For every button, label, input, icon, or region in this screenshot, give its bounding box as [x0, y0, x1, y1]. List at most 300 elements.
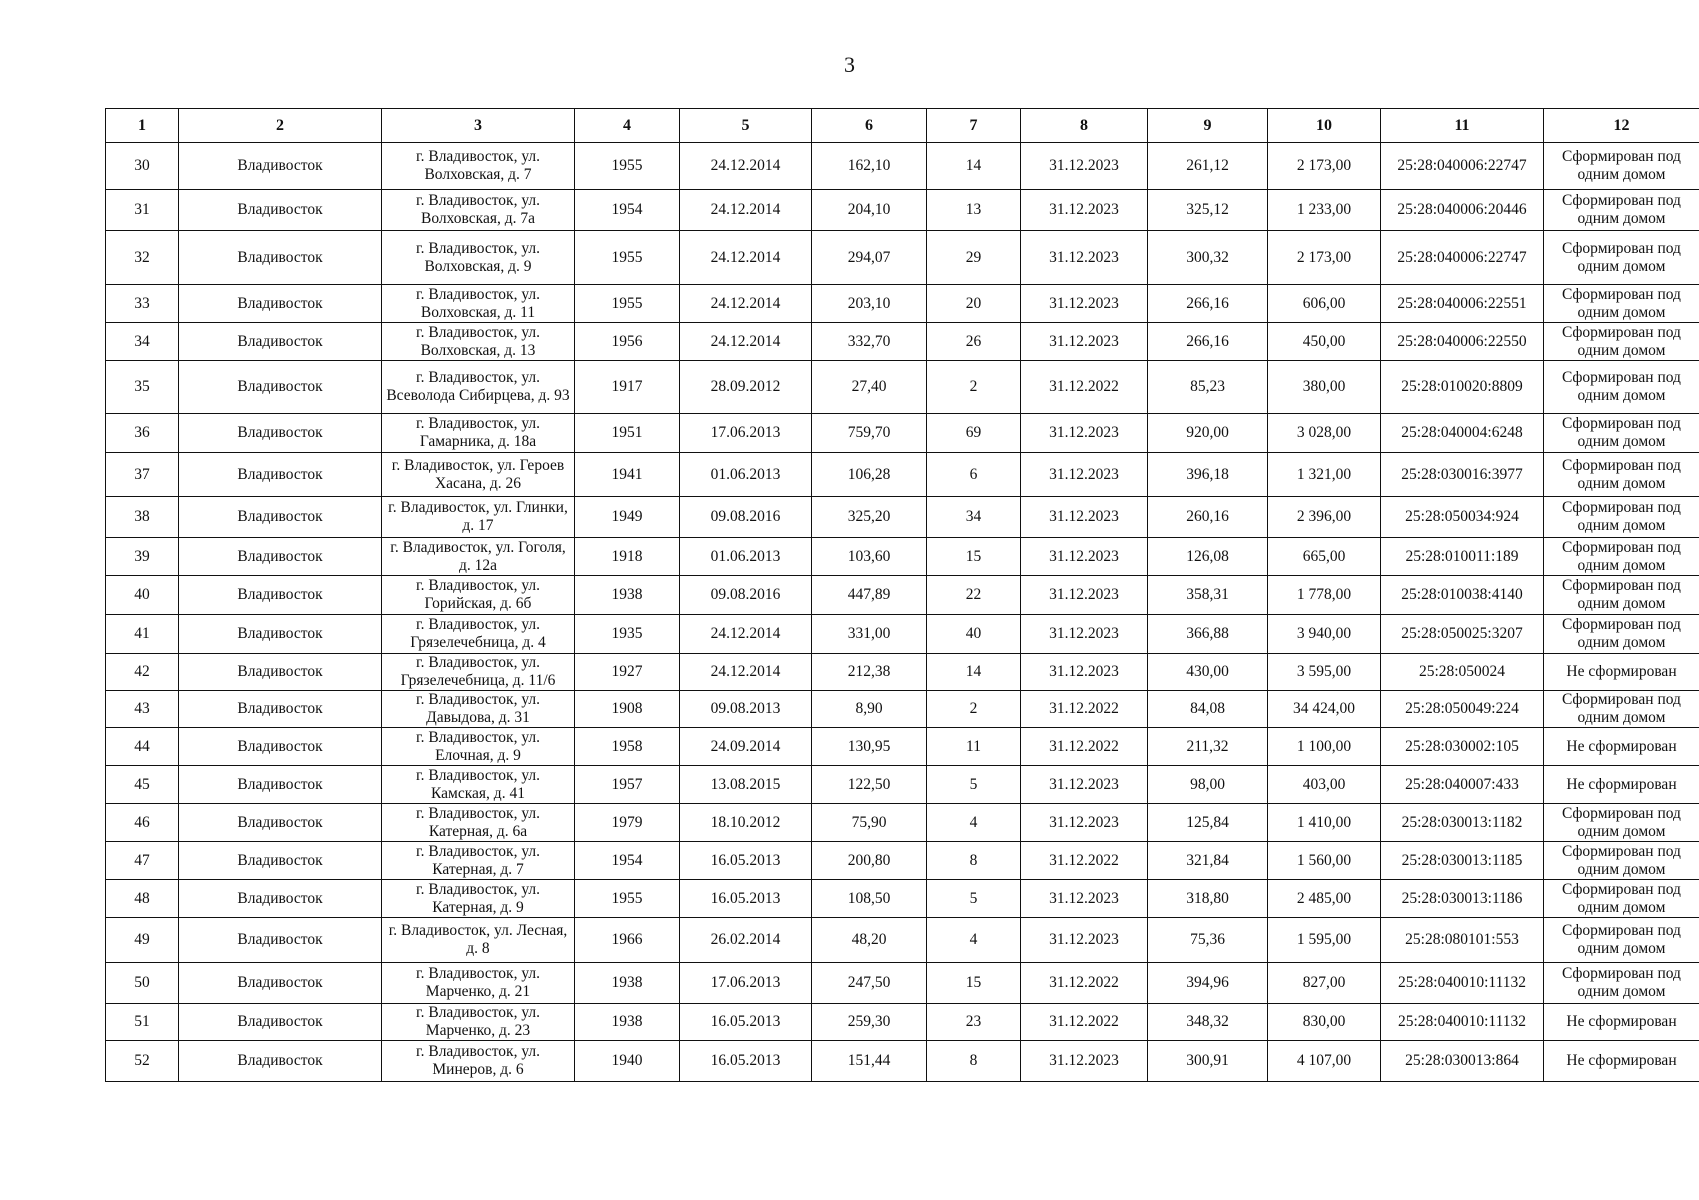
row-number-cell: 44 [106, 728, 179, 766]
area-cell: 325,20 [812, 497, 927, 538]
residents-count-cell: 15 [927, 538, 1021, 576]
land-status-cell: Не сформирован [1544, 728, 1699, 766]
city-cell: Владивосток [179, 361, 382, 414]
residents-count-cell: 14 [927, 654, 1021, 691]
city-cell: Владивосток [179, 538, 382, 576]
table-row [106, 615, 1699, 654]
value-cell: 75,36 [1148, 918, 1268, 963]
year-built-cell: 1979 [575, 804, 680, 842]
deadline-cell: 31.12.2022 [1021, 728, 1148, 766]
date-cell: 24.09.2014 [680, 728, 812, 766]
city-cell: Владивосток [179, 231, 382, 285]
table-row [106, 497, 1699, 538]
address-cell: г. Владивосток, ул. Грязелечебница, д. 4 [382, 615, 575, 654]
deadline-cell: 31.12.2023 [1021, 615, 1148, 654]
year-built-cell: 1938 [575, 963, 680, 1004]
value-cell: 300,32 [1148, 231, 1268, 285]
year-built-cell: 1955 [575, 285, 680, 323]
value-cell: 125,84 [1148, 804, 1268, 842]
value-cell: 321,84 [1148, 842, 1268, 880]
land-area-cell: 1 233,00 [1268, 190, 1381, 231]
date-cell: 24.12.2014 [680, 143, 812, 190]
land-area-cell: 34 424,00 [1268, 691, 1381, 728]
table-row [106, 361, 1699, 414]
cadastral-number-cell: 25:28:030013:1182 [1381, 804, 1544, 842]
row-number-cell: 31 [106, 190, 179, 231]
row-number-cell: 37 [106, 453, 179, 497]
date-cell: 13.08.2015 [680, 766, 812, 804]
value-cell: 84,08 [1148, 691, 1268, 728]
date-cell: 24.12.2014 [680, 285, 812, 323]
year-built-cell: 1957 [575, 766, 680, 804]
deadline-cell: 31.12.2023 [1021, 880, 1148, 918]
residents-count-cell: 2 [927, 691, 1021, 728]
page-number: 3 [844, 52, 855, 77]
city-cell: Владивосток [179, 842, 382, 880]
city-cell: Владивосток [179, 691, 382, 728]
city-cell: Владивосток [179, 143, 382, 190]
area-cell: 447,89 [812, 576, 927, 615]
table-row [106, 285, 1699, 323]
row-number-cell: 49 [106, 918, 179, 963]
row-number-cell: 38 [106, 497, 179, 538]
cadastral-number-cell: 25:28:040006:22747 [1381, 143, 1544, 190]
date-cell: 18.10.2012 [680, 804, 812, 842]
year-built-cell: 1917 [575, 361, 680, 414]
date-cell: 09.08.2016 [680, 497, 812, 538]
land-area-cell: 2 485,00 [1268, 880, 1381, 918]
deadline-cell: 31.12.2023 [1021, 1041, 1148, 1082]
city-cell: Владивосток [179, 190, 382, 231]
cadastral-number-cell: 25:28:010011:189 [1381, 538, 1544, 576]
deadline-cell: 31.12.2023 [1021, 453, 1148, 497]
table-row [106, 576, 1699, 615]
table-body [106, 143, 1699, 1082]
land-area-cell: 3 940,00 [1268, 615, 1381, 654]
deadline-cell: 31.12.2022 [1021, 1004, 1148, 1041]
land-status-cell: Сформирован под одним домом [1544, 361, 1699, 414]
address-cell: г. Владивосток, ул. Марченко, д. 23 [382, 1004, 575, 1041]
land-area-cell: 403,00 [1268, 766, 1381, 804]
residents-count-cell: 29 [927, 231, 1021, 285]
residents-count-cell: 11 [927, 728, 1021, 766]
deadline-cell: 31.12.2023 [1021, 918, 1148, 963]
city-cell: Владивосток [179, 576, 382, 615]
cadastral-number-cell: 25:28:050049:224 [1381, 691, 1544, 728]
land-status-cell: Сформирован под одним домом [1544, 615, 1699, 654]
city-cell: Владивосток [179, 918, 382, 963]
year-built-cell: 1955 [575, 880, 680, 918]
residents-count-cell: 14 [927, 143, 1021, 190]
date-cell: 16.05.2013 [680, 880, 812, 918]
residents-count-cell: 34 [927, 497, 1021, 538]
residents-count-cell: 15 [927, 963, 1021, 1004]
date-cell: 26.02.2014 [680, 918, 812, 963]
city-cell: Владивосток [179, 497, 382, 538]
deadline-cell: 31.12.2023 [1021, 766, 1148, 804]
city-cell: Владивосток [179, 804, 382, 842]
cadastral-number-cell: 25:28:040007:433 [1381, 766, 1544, 804]
land-status-cell: Сформирован под одним домом [1544, 538, 1699, 576]
land-status-cell: Сформирован под одним домом [1544, 143, 1699, 190]
year-built-cell: 1955 [575, 231, 680, 285]
date-cell: 17.06.2013 [680, 414, 812, 453]
value-cell: 260,16 [1148, 497, 1268, 538]
city-cell: Владивосток [179, 963, 382, 1004]
date-cell: 28.09.2012 [680, 361, 812, 414]
date-cell: 24.12.2014 [680, 323, 812, 361]
column-header: 2 [179, 109, 382, 143]
value-cell: 98,00 [1148, 766, 1268, 804]
land-area-cell: 606,00 [1268, 285, 1381, 323]
deadline-cell: 31.12.2023 [1021, 576, 1148, 615]
cadastral-number-cell: 25:28:040006:20446 [1381, 190, 1544, 231]
address-cell: г. Владивосток, ул. Грязелечебница, д. 11/6 [382, 654, 575, 691]
year-built-cell: 1966 [575, 918, 680, 963]
header-row [106, 109, 1699, 143]
column-header: 7 [927, 109, 1021, 143]
value-cell: 126,08 [1148, 538, 1268, 576]
value-cell: 920,00 [1148, 414, 1268, 453]
land-area-cell: 1 321,00 [1268, 453, 1381, 497]
column-header: 9 [1148, 109, 1268, 143]
table-row [106, 323, 1699, 361]
land-area-cell: 380,00 [1268, 361, 1381, 414]
column-header: 10 [1268, 109, 1381, 143]
date-cell: 24.12.2014 [680, 615, 812, 654]
land-status-cell: Сформирован под одним домом [1544, 190, 1699, 231]
column-header: 5 [680, 109, 812, 143]
address-cell: г. Владивосток, ул. Камская, д. 41 [382, 766, 575, 804]
cadastral-number-cell: 25:28:030013:1185 [1381, 842, 1544, 880]
cadastral-number-cell: 25:28:040006:22550 [1381, 323, 1544, 361]
land-status-cell: Сформирован под одним домом [1544, 804, 1699, 842]
area-cell: 759,70 [812, 414, 927, 453]
area-cell: 8,90 [812, 691, 927, 728]
value-cell: 366,88 [1148, 615, 1268, 654]
area-cell: 130,95 [812, 728, 927, 766]
date-cell: 24.12.2014 [680, 231, 812, 285]
residents-count-cell: 13 [927, 190, 1021, 231]
city-cell: Владивосток [179, 1041, 382, 1082]
year-built-cell: 1918 [575, 538, 680, 576]
value-cell: 348,32 [1148, 1004, 1268, 1041]
area-cell: 259,30 [812, 1004, 927, 1041]
cadastral-number-cell: 25:28:040010:11132 [1381, 1004, 1544, 1041]
land-area-cell: 1 410,00 [1268, 804, 1381, 842]
cadastral-number-cell: 25:28:040006:22551 [1381, 285, 1544, 323]
table-row [106, 880, 1699, 918]
cadastral-number-cell: 25:28:050024 [1381, 654, 1544, 691]
table-row [106, 918, 1699, 963]
column-header: 8 [1021, 109, 1148, 143]
area-cell: 108,50 [812, 880, 927, 918]
area-cell: 27,40 [812, 361, 927, 414]
cadastral-number-cell: 25:28:040006:22747 [1381, 231, 1544, 285]
city-cell: Владивосток [179, 1004, 382, 1041]
land-status-cell: Сформирован под одним домом [1544, 285, 1699, 323]
address-cell: г. Владивосток, ул. Героев Хасана, д. 26 [382, 453, 575, 497]
date-cell: 01.06.2013 [680, 538, 812, 576]
table-row [106, 143, 1699, 190]
area-cell: 122,50 [812, 766, 927, 804]
area-cell: 103,60 [812, 538, 927, 576]
cadastral-number-cell: 25:28:030013:864 [1381, 1041, 1544, 1082]
value-cell: 266,16 [1148, 285, 1268, 323]
city-cell: Владивосток [179, 654, 382, 691]
city-cell: Владивосток [179, 766, 382, 804]
land-status-cell: Сформирован под одним домом [1544, 453, 1699, 497]
address-cell: г. Владивосток, ул. Волховская, д. 7а [382, 190, 575, 231]
table-row [106, 842, 1699, 880]
row-number-cell: 51 [106, 1004, 179, 1041]
area-cell: 162,10 [812, 143, 927, 190]
date-cell: 17.06.2013 [680, 963, 812, 1004]
land-status-cell: Сформирован под одним домом [1544, 497, 1699, 538]
land-area-cell: 4 107,00 [1268, 1041, 1381, 1082]
residents-count-cell: 4 [927, 804, 1021, 842]
address-cell: г. Владивосток, ул. Волховская, д. 11 [382, 285, 575, 323]
land-area-cell: 450,00 [1268, 323, 1381, 361]
residents-count-cell: 2 [927, 361, 1021, 414]
land-status-cell: Не сформирован [1544, 1041, 1699, 1082]
cadastral-number-cell: 25:28:010038:4140 [1381, 576, 1544, 615]
land-status-cell: Не сформирован [1544, 654, 1699, 691]
date-cell: 09.08.2016 [680, 576, 812, 615]
city-cell: Владивосток [179, 728, 382, 766]
row-number-cell: 35 [106, 361, 179, 414]
area-cell: 247,50 [812, 963, 927, 1004]
table-row [106, 414, 1699, 453]
date-cell: 24.12.2014 [680, 654, 812, 691]
row-number-cell: 32 [106, 231, 179, 285]
cadastral-number-cell: 25:28:040004:6248 [1381, 414, 1544, 453]
address-cell: г. Владивосток, ул. Давыдова, д. 31 [382, 691, 575, 728]
area-cell: 331,00 [812, 615, 927, 654]
table-row [106, 1041, 1699, 1082]
year-built-cell: 1938 [575, 576, 680, 615]
year-built-cell: 1956 [575, 323, 680, 361]
deadline-cell: 31.12.2022 [1021, 963, 1148, 1004]
land-area-cell: 830,00 [1268, 1004, 1381, 1041]
deadline-cell: 31.12.2023 [1021, 414, 1148, 453]
area-cell: 151,44 [812, 1041, 927, 1082]
address-cell: г. Владивосток, ул. Глинки, д. 17 [382, 497, 575, 538]
date-cell: 16.05.2013 [680, 842, 812, 880]
cadastral-number-cell: 25:28:030016:3977 [1381, 453, 1544, 497]
residents-count-cell: 8 [927, 1041, 1021, 1082]
land-area-cell: 665,00 [1268, 538, 1381, 576]
value-cell: 396,18 [1148, 453, 1268, 497]
table-row [106, 963, 1699, 1004]
land-area-cell: 2 396,00 [1268, 497, 1381, 538]
residents-count-cell: 40 [927, 615, 1021, 654]
row-number-cell: 50 [106, 963, 179, 1004]
housing-registry-table [105, 108, 1699, 1082]
value-cell: 85,23 [1148, 361, 1268, 414]
address-cell: г. Владивосток, ул. Гамарника, д. 18а [382, 414, 575, 453]
address-cell: г. Владивосток, ул. Всеволода Сибирцева, д. 93 [382, 361, 575, 414]
year-built-cell: 1927 [575, 654, 680, 691]
land-area-cell: 1 100,00 [1268, 728, 1381, 766]
deadline-cell: 31.12.2023 [1021, 804, 1148, 842]
land-status-cell: Сформирован под одним домом [1544, 918, 1699, 963]
city-cell: Владивосток [179, 414, 382, 453]
land-status-cell: Сформирован под одним домом [1544, 880, 1699, 918]
row-number-cell: 41 [106, 615, 179, 654]
row-number-cell: 47 [106, 842, 179, 880]
residents-count-cell: 5 [927, 880, 1021, 918]
city-cell: Владивосток [179, 615, 382, 654]
date-cell: 16.05.2013 [680, 1004, 812, 1041]
table-row [106, 804, 1699, 842]
cadastral-number-cell: 25:28:050025:3207 [1381, 615, 1544, 654]
deadline-cell: 31.12.2023 [1021, 323, 1148, 361]
land-area-cell: 3 595,00 [1268, 654, 1381, 691]
cadastral-number-cell: 25:28:050034:924 [1381, 497, 1544, 538]
year-built-cell: 1955 [575, 143, 680, 190]
year-built-cell: 1958 [575, 728, 680, 766]
land-area-cell: 1 778,00 [1268, 576, 1381, 615]
residents-count-cell: 69 [927, 414, 1021, 453]
row-number-cell: 48 [106, 880, 179, 918]
date-cell: 09.08.2013 [680, 691, 812, 728]
deadline-cell: 31.12.2023 [1021, 231, 1148, 285]
table-row [106, 190, 1699, 231]
cadastral-number-cell: 25:28:030013:1186 [1381, 880, 1544, 918]
row-number-cell: 33 [106, 285, 179, 323]
row-number-cell: 46 [106, 804, 179, 842]
date-cell: 01.06.2013 [680, 453, 812, 497]
value-cell: 211,32 [1148, 728, 1268, 766]
column-header: 1 [106, 109, 179, 143]
year-built-cell: 1940 [575, 1041, 680, 1082]
deadline-cell: 31.12.2023 [1021, 538, 1148, 576]
column-header: 12 [1544, 109, 1699, 143]
cadastral-number-cell: 25:28:040010:11132 [1381, 963, 1544, 1004]
residents-count-cell: 5 [927, 766, 1021, 804]
city-cell: Владивосток [179, 285, 382, 323]
deadline-cell: 31.12.2022 [1021, 691, 1148, 728]
residents-count-cell: 8 [927, 842, 1021, 880]
column-header: 6 [812, 109, 927, 143]
area-cell: 212,38 [812, 654, 927, 691]
value-cell: 266,16 [1148, 323, 1268, 361]
land-status-cell: Сформирован под одним домом [1544, 963, 1699, 1004]
table-row [106, 691, 1699, 728]
year-built-cell: 1954 [575, 842, 680, 880]
year-built-cell: 1908 [575, 691, 680, 728]
column-header: 3 [382, 109, 575, 143]
year-built-cell: 1954 [575, 190, 680, 231]
cadastral-number-cell: 25:28:010020:8809 [1381, 361, 1544, 414]
deadline-cell: 31.12.2022 [1021, 361, 1148, 414]
value-cell: 318,80 [1148, 880, 1268, 918]
land-status-cell: Сформирован под одним домом [1544, 576, 1699, 615]
land-area-cell: 3 028,00 [1268, 414, 1381, 453]
year-built-cell: 1938 [575, 1004, 680, 1041]
address-cell: г. Владивосток, ул. Гоголя, д. 12а [382, 538, 575, 576]
address-cell: г. Владивосток, ул. Елочная, д. 9 [382, 728, 575, 766]
residents-count-cell: 6 [927, 453, 1021, 497]
row-number-cell: 30 [106, 143, 179, 190]
row-number-cell: 42 [106, 654, 179, 691]
address-cell: г. Владивосток, ул. Катерная, д. 7 [382, 842, 575, 880]
address-cell: г. Владивосток, ул. Катерная, д. 6а [382, 804, 575, 842]
city-cell: Владивосток [179, 323, 382, 361]
residents-count-cell: 23 [927, 1004, 1021, 1041]
deadline-cell: 31.12.2023 [1021, 285, 1148, 323]
land-status-cell: Сформирован под одним домом [1544, 414, 1699, 453]
row-number-cell: 40 [106, 576, 179, 615]
row-number-cell: 34 [106, 323, 179, 361]
row-number-cell: 52 [106, 1041, 179, 1082]
land-area-cell: 1 595,00 [1268, 918, 1381, 963]
date-cell: 24.12.2014 [680, 190, 812, 231]
residents-count-cell: 26 [927, 323, 1021, 361]
table-row [106, 766, 1699, 804]
area-cell: 332,70 [812, 323, 927, 361]
table-row [106, 538, 1699, 576]
date-cell: 16.05.2013 [680, 1041, 812, 1082]
city-cell: Владивосток [179, 880, 382, 918]
address-cell: г. Владивосток, ул. Минеров, д. 6 [382, 1041, 575, 1082]
residents-count-cell: 4 [927, 918, 1021, 963]
area-cell: 204,10 [812, 190, 927, 231]
land-status-cell: Не сформирован [1544, 1004, 1699, 1041]
table-row [106, 231, 1699, 285]
address-cell: г. Владивосток, ул. Горийская, д. 6б [382, 576, 575, 615]
land-area-cell: 1 560,00 [1268, 842, 1381, 880]
address-cell: г. Владивосток, ул. Волховская, д. 13 [382, 323, 575, 361]
address-cell: г. Владивосток, ул. Волховская, д. 7 [382, 143, 575, 190]
land-area-cell: 2 173,00 [1268, 231, 1381, 285]
cadastral-number-cell: 25:28:030002:105 [1381, 728, 1544, 766]
value-cell: 261,12 [1148, 143, 1268, 190]
city-cell: Владивосток [179, 453, 382, 497]
land-area-cell: 827,00 [1268, 963, 1381, 1004]
column-header: 11 [1381, 109, 1544, 143]
year-built-cell: 1935 [575, 615, 680, 654]
deadline-cell: 31.12.2023 [1021, 497, 1148, 538]
residents-count-cell: 20 [927, 285, 1021, 323]
table-row [106, 654, 1699, 691]
address-cell: г. Владивосток, ул. Лесная, д. 8 [382, 918, 575, 963]
value-cell: 430,00 [1148, 654, 1268, 691]
land-status-cell: Сформирован под одним домом [1544, 231, 1699, 285]
land-area-cell: 2 173,00 [1268, 143, 1381, 190]
deadline-cell: 31.12.2023 [1021, 143, 1148, 190]
year-built-cell: 1941 [575, 453, 680, 497]
value-cell: 325,12 [1148, 190, 1268, 231]
deadline-cell: 31.12.2023 [1021, 654, 1148, 691]
table-row [106, 453, 1699, 497]
area-cell: 203,10 [812, 285, 927, 323]
table-row [106, 728, 1699, 766]
area-cell: 106,28 [812, 453, 927, 497]
cadastral-number-cell: 25:28:080101:553 [1381, 918, 1544, 963]
residents-count-cell: 22 [927, 576, 1021, 615]
column-header: 4 [575, 109, 680, 143]
value-cell: 358,31 [1148, 576, 1268, 615]
address-cell: г. Владивосток, ул. Волховская, д. 9 [382, 231, 575, 285]
value-cell: 300,91 [1148, 1041, 1268, 1082]
area-cell: 75,90 [812, 804, 927, 842]
row-number-cell: 39 [106, 538, 179, 576]
deadline-cell: 31.12.2022 [1021, 842, 1148, 880]
row-number-cell: 45 [106, 766, 179, 804]
year-built-cell: 1951 [575, 414, 680, 453]
